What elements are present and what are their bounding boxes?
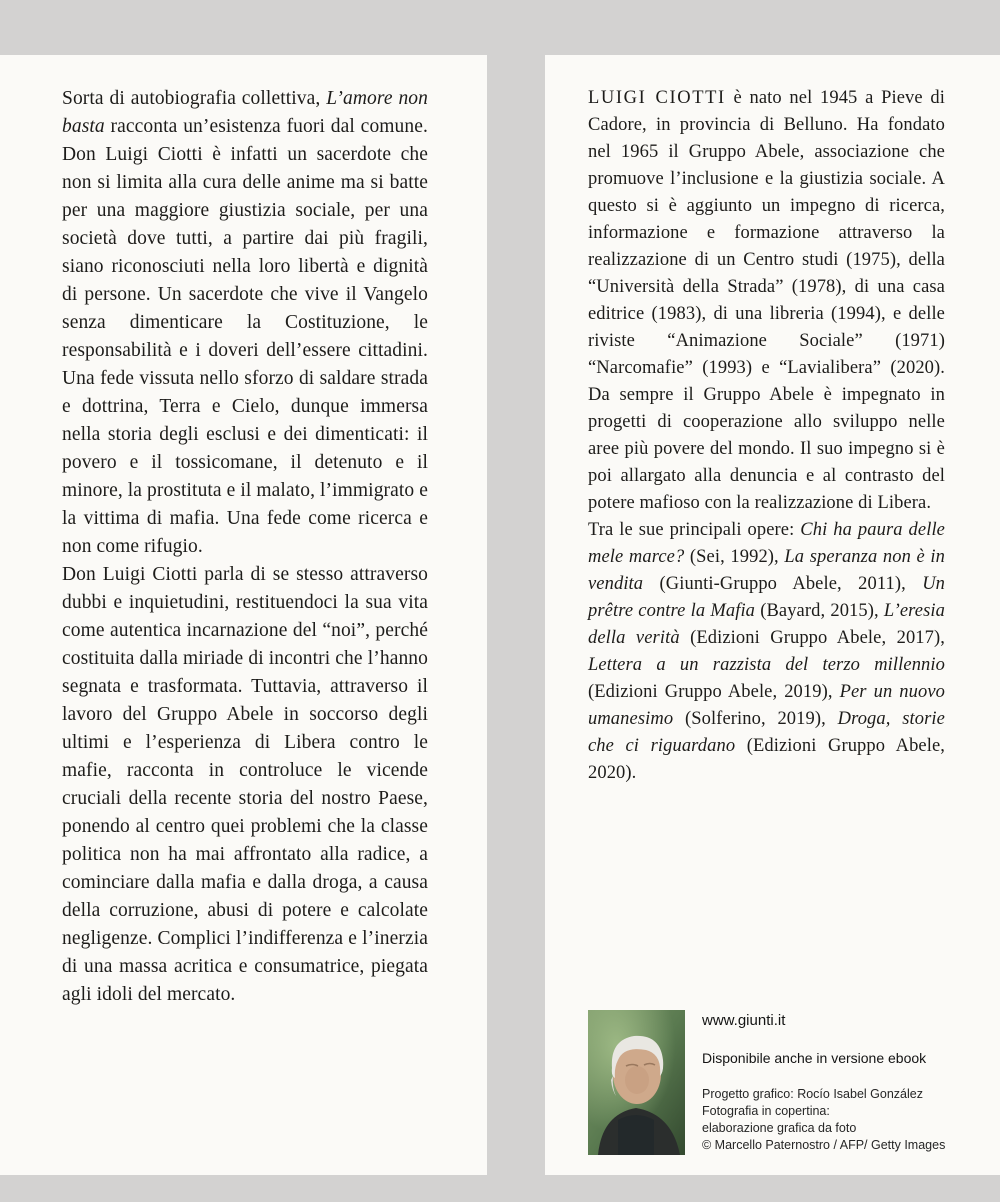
credit-line-design: Progetto grafico: Rocío Isabel González	[702, 1087, 923, 1101]
flap-footer	[588, 1010, 962, 1155]
author-photo-image	[588, 1010, 685, 1155]
author-bio-paragraph: LUIGI CIOTTI è nato nel 1945 a Pieve di Cadore, in provincia di Belluno. Ha fondato nel 1965 il Gruppo Abele, associazione che promuove l’inclusione e la giustizia sociale. A questo si è aggiunto un impegno di ricerca, informazione e formazione attraverso la realizzazione di un Centro studi (1975), della “Università della Strada” (1978), di una casa editrice (1983), di una libreria (1994), e delle riviste “Animazione Sociale” (1971) “Narcomafie” (1993) e “Lavialibera” (2020). Da sempre il Gruppo Abele è impegnato in progetti di cooperazione allo sviluppo nelle aree più povere del mondo. Il suo impegno si è poi allargato alla denuncia e al contrasto del potere mafioso con la realizzazione di Libera.	[588, 88, 945, 513]
credit-line-cover-photo: Fotografia in copertina:	[702, 1104, 830, 1118]
flap-synopsis-paragraph-1: Sorta di autobiografia collettiva, L’amore non basta racconta un’esistenza fuori dal comune. Don Luigi Ciotti è infatti un sacerdote che non si limita alla cura delle anime ma si batte per una maggiore giustizia sociale, per una società dove tutti, a partire dai più fragili, siano riconosciuti nella loro libertà e dignità di persone. Un sacerdote che vive il Vangelo senza dimenticare la Costituzione, le responsabilità e i doveri dell’essere cittadini. Una fede vissuta nello sforzo di saldare strada e dottrina, Terra e Cielo, dunque immersa nella storia degli esclusi e dei dimenticati: il povero e il tossicomane, il detenuto e il minore, la prostituta e il malato, l’immigrato e la vittima di mafia. Una fede come ricerca e non come rifugio.	[62, 88, 428, 557]
ebook-availability-note: Disponibile anche in versione ebook	[702, 1050, 927, 1066]
front-flap	[0, 55, 487, 1175]
flap-synopsis-paragraph-2: Don Luigi Ciotti parla di se stesso attraverso dubbi e inquietudini, restituendoci la sua vita come autentica incarnazione del “noi”, perché costituita dalla miriade di incontri che l’hanno segnata e trasformata. Tuttavia, attraverso il lavoro del Gruppo Abele in soccorso degli ultimi e l’esperienza di Libera contro le mafie, racconta in controluce le vicende cruciali della recente storia del nostro Paese, ponendo al centro quei problemi che la classe politica non ha mai affrontato alla radice, a cominciare dalla mafia e dalla droga, a causa della corruzione, abusi di potere e calcolate negligenze. Complici l’indifferenza e l’inerzia di una massa acritica e consumatrice, piegata agli idoli del mercato.	[62, 564, 428, 1005]
author-works-paragraph: Tra le sue principali opere: Chi ha paura delle mele marce? (Sei, 1992), La speranza non è in vendita (Giunti-Gruppo Abele, 2011), Un prêtre contre la Mafia (Bayard, 2015), L’eresia della verità (Edizioni Gruppo Abele, 2017), Lettera a un razzista del terzo millennio (Edizioni Gruppo Abele, 2019), Per un nuovo umanesimo (Solferino, 2019), Droga, storie che ci riguardano (Edizioni Gruppo Abele, 2020).	[588, 520, 946, 783]
credit-line-copyright: © Marcello Paternostro / AFP/ Getty Images	[702, 1138, 946, 1152]
author-photo	[588, 1010, 685, 1155]
footer-text-block	[702, 1010, 962, 1155]
publisher-url: www.giunti.it	[702, 1012, 786, 1029]
credits-block	[702, 1086, 962, 1154]
back-flap	[545, 55, 1000, 1175]
credit-line-photo-elaboration: elaborazione grafica da foto	[702, 1121, 857, 1135]
